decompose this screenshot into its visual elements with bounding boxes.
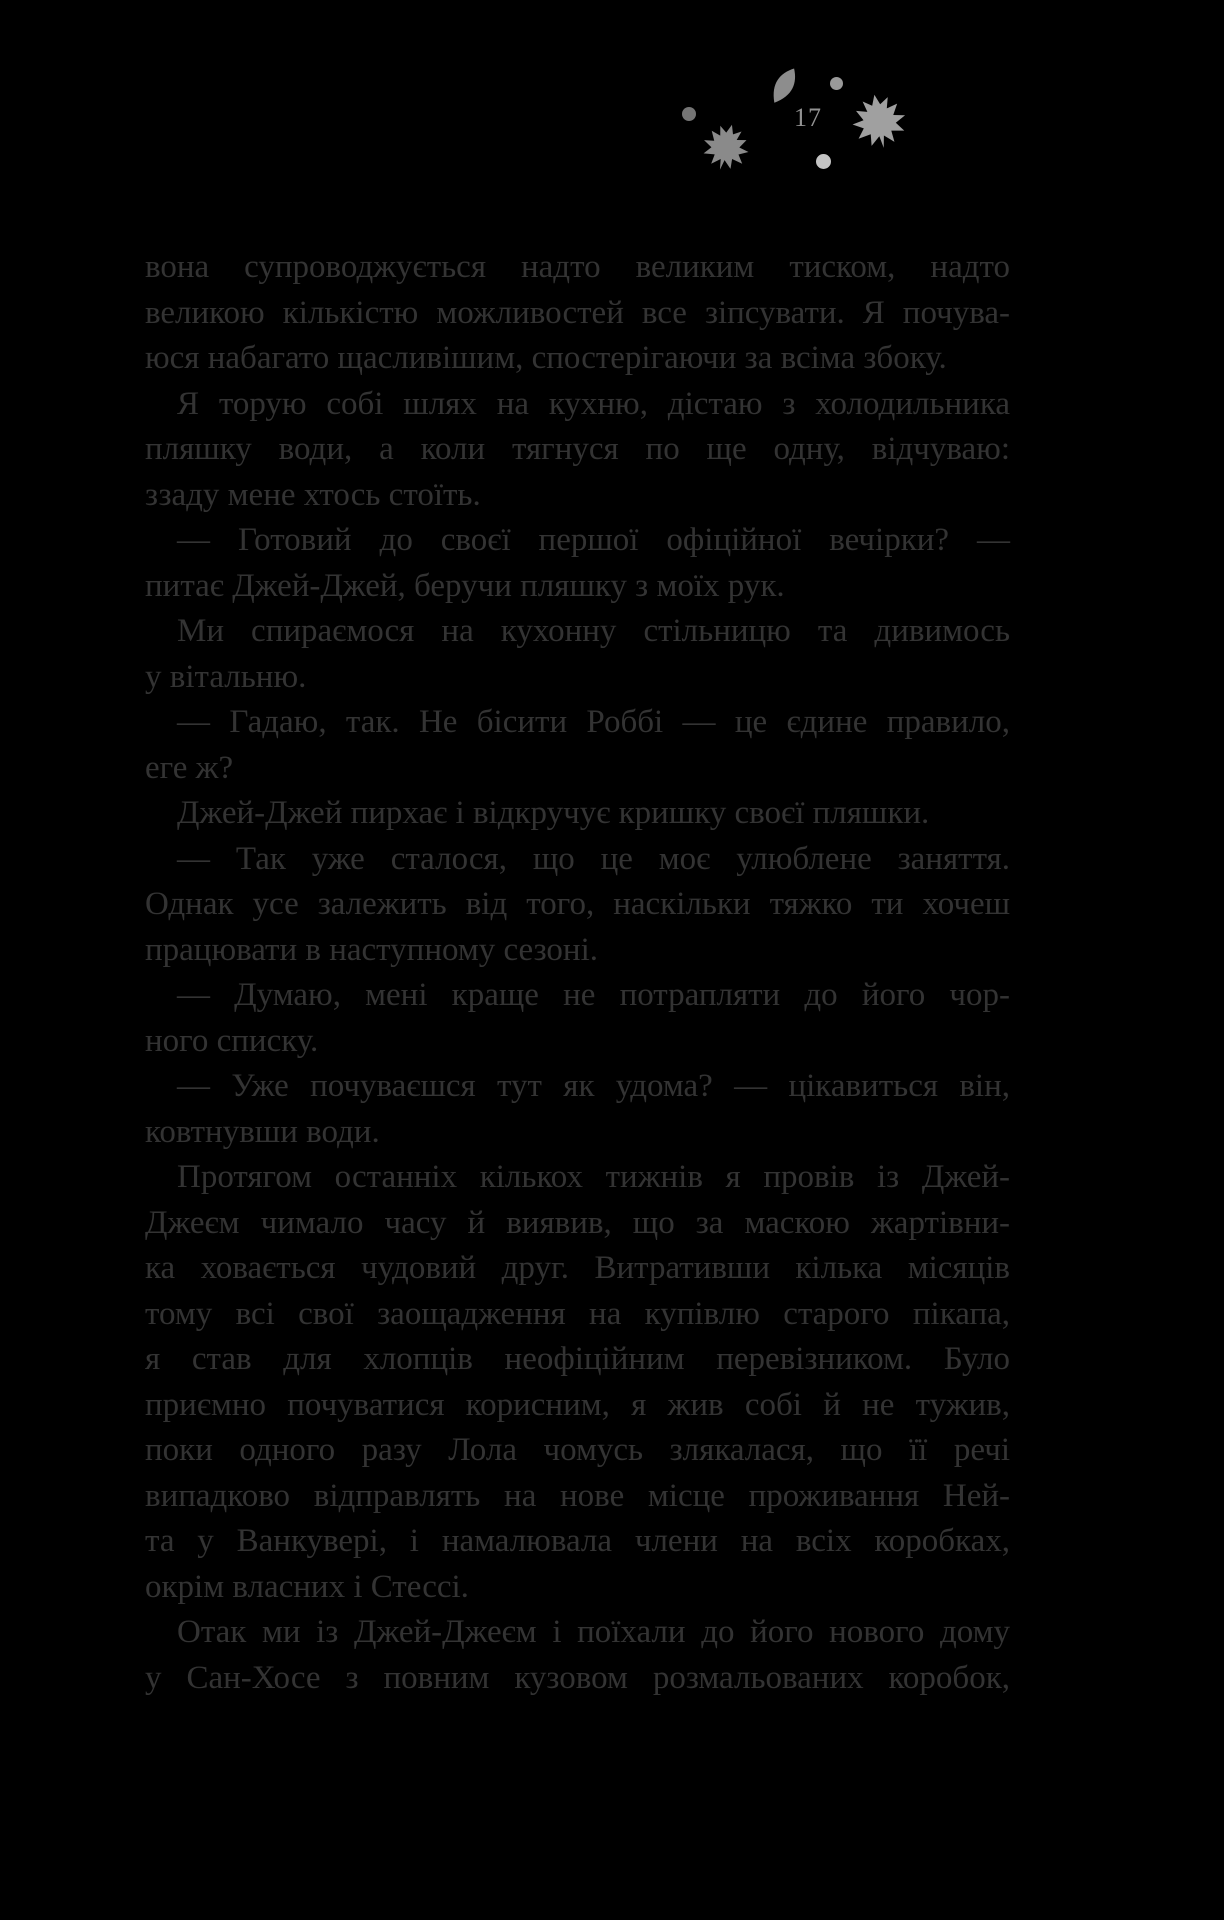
- text-line: у вітальню.: [145, 658, 307, 695]
- text-line: Джеєм чимало часу й виявив, що за маскою жартівни-: [145, 1204, 1010, 1241]
- text-line: — Думаю, мені краще не потрапляти до його чор-: [177, 977, 1010, 1013]
- text-line: Протягом останніх кількох тижнів я провів із Джей-: [177, 1159, 1010, 1195]
- text-line: поки одного разу Лола чомусь злякалася, що її речі: [145, 1432, 1010, 1468]
- text-line: — Гадаю, так. Не бісити Роббі — це єдине правило,: [177, 704, 1010, 740]
- text-line: ного списку.: [145, 1022, 319, 1059]
- text-line: ка ховається чудовий друг. Витративши кілька місяців: [145, 1250, 1010, 1286]
- dot-icon: [682, 107, 696, 121]
- text-line: та у Ванкувері, і намалювала члени на всіх коробках,: [145, 1523, 1010, 1559]
- text-line: Я торую собі шлях на кухню, дістаю з холодильника: [177, 385, 1010, 422]
- dot-icon: [830, 77, 843, 90]
- text-line: Однак усе залежить від того, наскільки тяжко ти хочеш: [145, 886, 1010, 922]
- text-line: тому всі свої заощадження на купівлю старого пікапа,: [145, 1295, 1010, 1332]
- maple-leaf-icon: [694, 116, 757, 178]
- maple-leaf-icon: [845, 87, 912, 154]
- dot-icon: [816, 154, 831, 169]
- text-line: приємно почуватися корисним, я жив собі й не тужив,: [145, 1386, 1010, 1423]
- text-line: випадково відправлять на нове місце проживання Ней-: [145, 1477, 1010, 1514]
- text-line: Джей-Джей пирхає і відкручує кришку своєї пляшки.: [177, 795, 930, 831]
- text-line: великою кількістю можливостей все зіпсувати. Я почува-: [145, 294, 1010, 331]
- text-line: юся набагато щасливішим, спостерігаючи за всіма збоку.: [145, 340, 947, 376]
- text-line: Ми спираємося на кухонну стільницю та дивимось: [177, 613, 1010, 649]
- text-line: ззаду мене хтось стоїть.: [145, 476, 481, 513]
- text-line: ковтнувши води.: [145, 1113, 380, 1150]
- text-line: — Готовий до своєї першої офіційної вечірки? —: [177, 522, 1010, 558]
- text-line: Отак ми із Джей-Джеєм і поїхали до його нового дому: [177, 1614, 1010, 1650]
- page-number: 17: [794, 103, 822, 132]
- text-line: — Так уже сталося, що це моє улюблене заняття.: [177, 840, 1010, 877]
- text-line: пляшку води, а коли тягнуся по ще одну, відчуваю:: [145, 431, 1010, 467]
- text-column: [145, 245, 1010, 1701]
- text-line: питає Джей-Джей, беручи пляшку з моїх рук.: [145, 567, 785, 604]
- text-line: окрім власних і Стессі.: [145, 1568, 469, 1605]
- text-line: працювати в наступному сезоні.: [145, 931, 599, 968]
- text-line: я став для хлопців неофіційним перевізником. Було: [145, 1341, 1010, 1377]
- text-line: — Уже почуваєшся тут як удома? — цікавиться він,: [177, 1068, 1010, 1104]
- text-line: у Сан-Хосе з повним кузовом розмальованих коробок,: [145, 1659, 1010, 1696]
- text-line: еге ж?: [145, 749, 234, 786]
- text-line: вона супроводжується надто великим тиском, надто: [145, 249, 1010, 285]
